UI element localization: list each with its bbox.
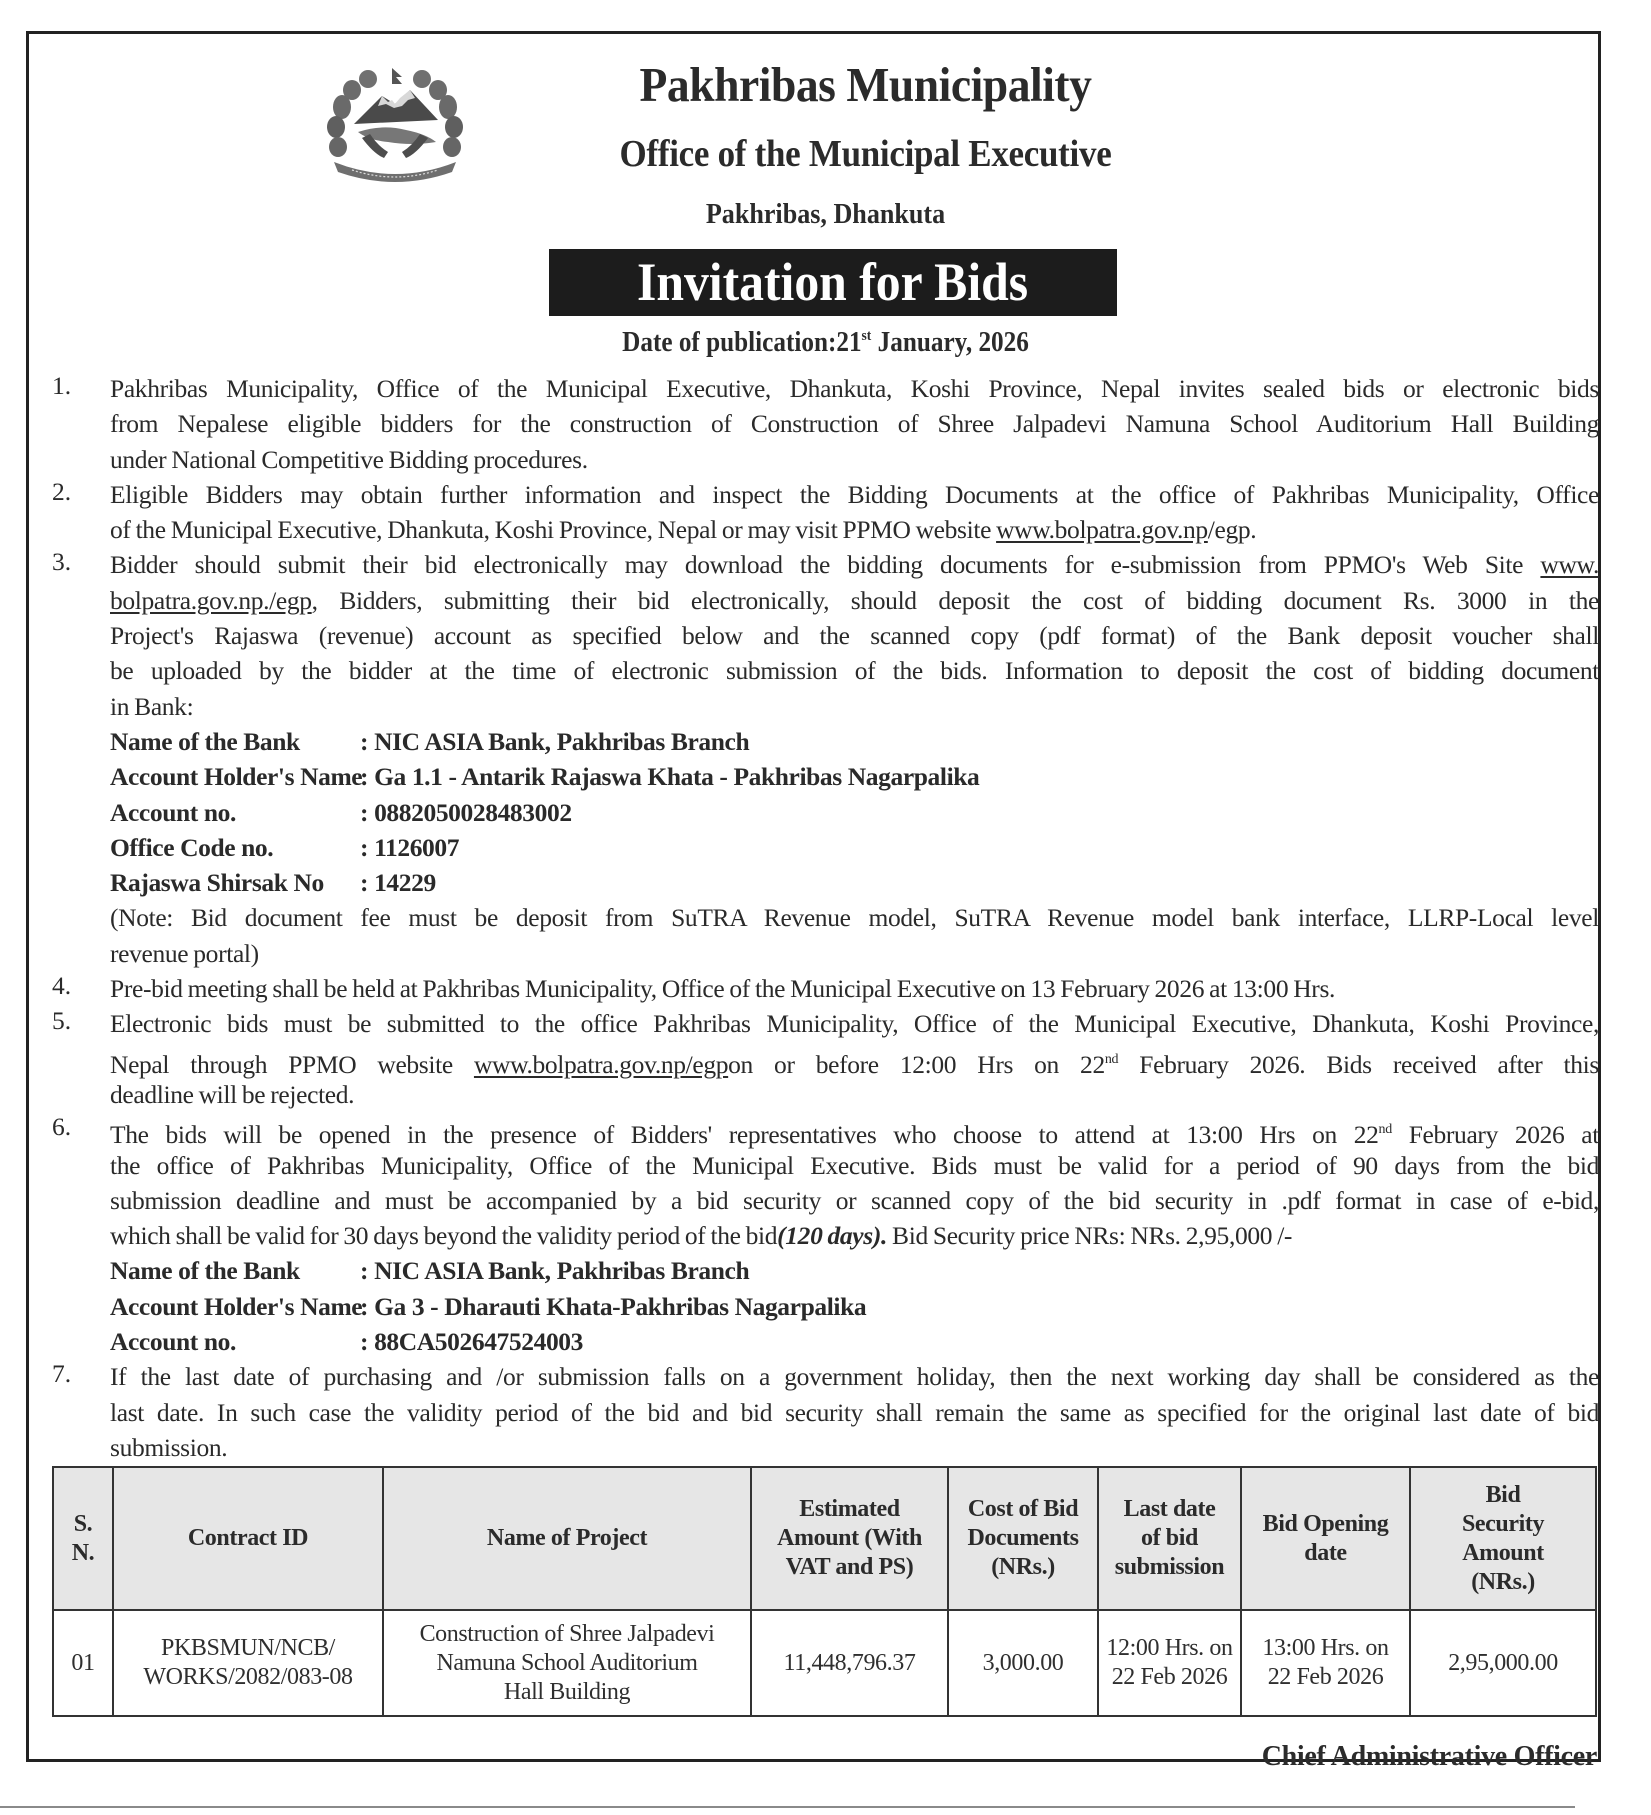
cell-sn — [53, 1610, 113, 1716]
bank-detail-value: : NIC ASIA Bank, Pakhribas Branch — [360, 1256, 750, 1286]
text-span: Nepal through PPMO website — [110, 1049, 474, 1079]
item-line: If the last date of purchasing and /or submission falls on a government holiday, then the next working day shall be considered as the — [110, 1362, 1599, 1392]
cell-line: 12:00 Hrs. on — [1106, 1635, 1233, 1661]
cell-line: 01 — [71, 1649, 95, 1676]
note-line: (Note: Bid document fee must be deposit from SuTRA Revenue model, SuTRA Revenue model bank interface, LLRP-Local level — [110, 903, 1599, 933]
cell-bid-security-amount — [1410, 1610, 1596, 1716]
cell-line: Namuna School Auditorium — [436, 1649, 698, 1676]
ordinal-suffix: nd — [1378, 1122, 1392, 1138]
note-line: revenue portal) — [110, 938, 259, 968]
location-heading: Pakhribas, Dhankuta — [705, 198, 946, 230]
signatory-title: Chief Administrative Officer — [1261, 1741, 1597, 1772]
cell-line: 2,95,000.00 — [1448, 1649, 1558, 1676]
item-line: Project's Rajaswa (revenue) account as specified below and the scanned copy (pdf format) of the Bank deposit voucher shall — [110, 621, 1599, 651]
item-number: 6. — [52, 1112, 72, 1142]
item-line: in Bank: — [110, 691, 194, 721]
column-header-project-name — [383, 1467, 751, 1610]
text-span: which shall be valid for 30 days beyond the validity period of the bid — [110, 1221, 778, 1251]
header-line: Contract ID — [187, 1525, 309, 1551]
column-header-contract-id — [113, 1467, 383, 1610]
header-line: of bid — [1141, 1525, 1198, 1551]
header-line: Amount — [1462, 1539, 1544, 1566]
cell-line: PKBSMUN/NCB/ — [161, 1635, 335, 1661]
bottom-divider — [0, 1806, 1575, 1808]
header-line: (NRs.) — [1471, 1568, 1535, 1595]
text-span: Bidder should submit their bid electronically may download the bidding documents for e-submission from PPMO's Web Site — [110, 550, 1541, 580]
item-line: Eligible Bidders may obtain further information and inspect the Bidding Documents at the office of Pakhribas Municipality, Office — [110, 479, 1599, 509]
list-item-5 — [52, 1006, 1599, 1112]
item-line: Pakhribas Municipality, Office of the Municipal Executive, Dhankuta, Koshi Province, Nepal invites sealed bids or electronic bids — [110, 374, 1599, 403]
column-header-last-submission-date — [1098, 1467, 1241, 1610]
bank-detail-value: : 88CA502647524003 — [360, 1327, 583, 1357]
header-line: Estimated — [799, 1496, 900, 1522]
header-line: Security — [1461, 1510, 1545, 1537]
item-line: under National Competitive Bidding procedures. — [110, 444, 588, 474]
header-line: Bid Opening — [1262, 1510, 1389, 1537]
office-subtitle: Office of the Municipal Executive — [619, 133, 1112, 175]
list-item-2 — [52, 477, 1599, 548]
text-span: The bids will be opened in the presence of Bidders' representatives who choose to attend at 13:00 Hrs on 22 — [110, 1120, 1379, 1150]
bank-detail-row — [110, 1289, 1599, 1324]
list-item-3 — [52, 547, 1599, 971]
bank-detail-label: Account no. — [110, 797, 236, 827]
text-span: /egp. — [1207, 515, 1257, 545]
item-line — [110, 583, 1599, 618]
header-line: S. — [73, 1510, 93, 1537]
publication-rest: January, 2026 — [871, 327, 1029, 358]
publication-date — [83, 327, 1569, 359]
cell-line: WORKS/2082/083-08 — [143, 1664, 353, 1690]
item-line: last date. In such case the validity period of the bid and bid security shall remain the same as specified for the original last date of bid — [110, 1397, 1599, 1427]
item-number: 3. — [52, 547, 72, 577]
ordinal-suffix: nd — [1104, 1051, 1119, 1067]
text-span: February 2026. Bids received after this — [1118, 1049, 1599, 1079]
item-line — [110, 1218, 1599, 1253]
cell-project-name — [383, 1610, 751, 1716]
ppmo-link[interactable]: bolpatra.gov.np./egp — [110, 585, 312, 615]
invitation-banner — [549, 249, 1117, 316]
column-header-sn — [53, 1467, 113, 1610]
bank-detail-row — [110, 830, 1599, 865]
bank-detail-row — [110, 724, 1599, 759]
item-number: 1. — [52, 371, 72, 400]
cell-estimated-amount — [751, 1610, 948, 1716]
header-line: Cost of Bid — [967, 1496, 1079, 1522]
publication-day-suffix: st — [861, 328, 872, 344]
column-header-bid-doc-cost — [948, 1467, 1098, 1610]
bank-detail-label: Account no. — [110, 1327, 236, 1357]
header-line: submission — [1114, 1554, 1225, 1580]
bids-table — [52, 1466, 1597, 1717]
item-line — [110, 547, 1599, 582]
item-line — [110, 512, 1599, 547]
municipality-title: Pakhribas Municipality — [639, 57, 1092, 112]
cell-contract-id — [113, 1610, 383, 1716]
header-line: Name of Project — [486, 1525, 648, 1551]
column-header-bid-security-amount — [1410, 1467, 1596, 1610]
text-span: on or before 12:00 Hrs on 22 — [728, 1049, 1105, 1079]
cell-line: Hall Building — [503, 1678, 631, 1705]
bank-detail-label: Account Holder's Name — [110, 1291, 363, 1321]
bank-detail-value: : 14229 — [360, 868, 436, 898]
item-number: 7. — [52, 1359, 72, 1389]
cell-line: 13:00 Hrs. on — [1262, 1635, 1389, 1661]
text-span: , Bidders, submitting their bid electronically, should deposit the cost of bidding document Rs. 3000 in the — [311, 585, 1599, 615]
bank-detail-label: Account Holder's Name — [110, 762, 363, 792]
item-line: be uploaded by the bidder at the time of electronic submission of the bids. Information to deposit the cost of bidding document — [110, 656, 1599, 686]
item-line: Electronic bids must be submitted to the office Pakhribas Municipality, Office of the Municipal Executive, Dhankuta, Koshi Province, — [110, 1009, 1599, 1039]
cell-bid-opening-date — [1241, 1610, 1410, 1716]
table-row — [53, 1610, 1596, 1716]
bank-detail-value: : Ga 3 - Dharauti Khata-Pakhribas Nagarpalika — [360, 1291, 867, 1321]
item-number: 2. — [52, 476, 72, 506]
list-item-6 — [52, 1112, 1599, 1359]
validity-days: (120 days). — [777, 1221, 888, 1251]
bank-detail-value: : 0882050028483002 — [360, 797, 572, 827]
bank-detail-label: Office Code no. — [110, 832, 274, 862]
bank-detail-row — [110, 795, 1599, 830]
column-header-estimated-amount — [751, 1467, 948, 1610]
publication-label: Date of publication: — [622, 327, 837, 358]
bank-detail-row — [110, 759, 1599, 794]
text-span: of the Municipal Executive, Dhankuta, Koshi Province, Nepal or may visit PPMO website — [110, 515, 997, 545]
item-number: 5. — [52, 1006, 72, 1036]
bank-detail-value: : Ga 1.1 - Antarik Rajaswa Khata - Pakhribas Nagarpalika — [360, 762, 980, 792]
header-line: Documents — [967, 1525, 1079, 1551]
item-line — [110, 1042, 1599, 1077]
column-header-bid-opening-date — [1241, 1467, 1410, 1610]
item-line: deadline will be rejected. — [110, 1079, 355, 1109]
ppmo-link[interactable]: www. — [1540, 550, 1599, 580]
item-line: Pre-bid meeting shall be held at Pakhribas Municipality, Office of the Municipal Executive on 13 February 2026 at 13:00 Hrs. — [110, 974, 1336, 1004]
list-item-4 — [52, 971, 1599, 1006]
header-line: Bid — [1485, 1481, 1521, 1508]
list-item-7 — [52, 1359, 1599, 1465]
cell-line: 22 Feb 2026 — [1267, 1664, 1384, 1690]
bank-detail-value: : NIC ASIA Bank, Pakhribas Branch — [360, 726, 750, 756]
header-line: N. — [71, 1539, 95, 1566]
publication-day: 21 — [836, 327, 862, 358]
table-header-row — [53, 1467, 1596, 1610]
bank-detail-row — [110, 865, 1599, 900]
text-span: February 2026 at — [1391, 1120, 1599, 1150]
header-line: Last date — [1123, 1496, 1216, 1522]
text-span: Bid Security price NRs: NRs. 2,95,000 /- — [887, 1221, 1293, 1251]
header-line: Amount (With — [777, 1525, 922, 1551]
banner-text: Invitation for Bids — [637, 252, 1029, 312]
bank-detail-label: Rajaswa Shirsak No — [110, 868, 324, 898]
cell-line: 3,000.00 — [982, 1649, 1064, 1676]
bank-detail-label: Name of the Bank — [110, 1256, 300, 1286]
bolpatra-egp-link[interactable]: www.bolpatra.gov.np/egp — [473, 1049, 729, 1079]
header-line: VAT and PS) — [785, 1554, 914, 1580]
cell-line: 11,448,796.37 — [783, 1649, 916, 1676]
cell-last-submission-date — [1098, 1610, 1241, 1716]
item-line — [110, 1112, 1599, 1150]
header-line: date — [1304, 1539, 1347, 1566]
notice-body — [52, 371, 1599, 1465]
item-number: 4. — [52, 971, 72, 1001]
bank-detail-label: Name of the Bank — [110, 726, 300, 756]
header-line: (NRs.) — [991, 1554, 1055, 1580]
cell-line: 22 Feb 2026 — [1111, 1664, 1228, 1690]
bank-detail-value: : 1126007 — [360, 832, 460, 862]
bank-detail-row — [110, 1253, 1599, 1288]
item-line: the office of Pakhribas Municipality, Office of the Municipal Executive. Bids must be valid for a period of 90 days from the bid — [110, 1150, 1599, 1180]
item-line: submission deadline and must be accompanied by a bid security or scanned copy of the bid security in .pdf format in case of e-bid, — [110, 1185, 1599, 1215]
cell-line: Construction of Shree Jalpadevi — [419, 1620, 715, 1647]
list-item-1 — [52, 371, 1599, 477]
item-line: submission. — [110, 1432, 228, 1462]
cell-bid-doc-cost — [948, 1610, 1098, 1716]
bolpatra-link[interactable]: www.bolpatra.gov.np — [996, 515, 1208, 545]
item-line: from Nepalese eligible bidders for the construction of Construction of Shree Jalpadevi Namuna School Auditorium Hall Building — [110, 409, 1599, 439]
bank-detail-row — [110, 1324, 1599, 1359]
